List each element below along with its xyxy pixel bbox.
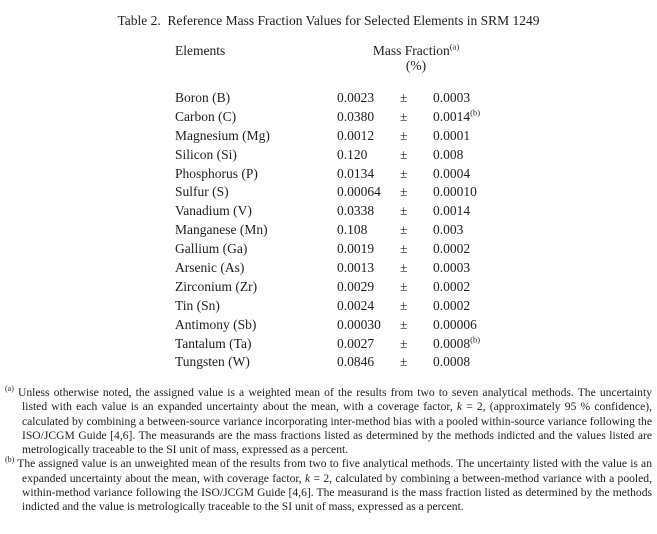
footnote-marker: (b) — [5, 455, 15, 465]
element-name: Tin (Sn) — [175, 297, 220, 313]
mass-fraction-value: 0.0027 — [337, 335, 375, 351]
element-name: Zirconium (Zr) — [175, 278, 258, 294]
mass-fraction-value: 0.0029 — [337, 278, 375, 294]
footnote-text: = 2, (approximately 95 % confidence), calculated by combining a between-source variance incorporating inter-method bias with a pooled within-source variance following the ISO/JCGM Guide [4,6]. The measurands are the mass fractions listed as determined by the methods indicted and the values listed are metrologically traceable to the SI unit of mass, expressed as a percent. — [22, 400, 652, 456]
table-row — [175, 109, 555, 128]
mass-fraction-value: 0.0013 — [337, 260, 375, 276]
uncertainty-value — [433, 336, 555, 352]
plus-minus-sign: ± — [400, 222, 408, 238]
uncertainty-number: 0.0003 — [433, 260, 471, 276]
uncertainty-value — [433, 317, 555, 333]
uncertainty-number: 0.0001 — [433, 127, 471, 143]
uncertainty-number: 0.0002 — [433, 241, 471, 257]
plus-minus-sign: ± — [400, 184, 408, 200]
element-name: Sulfur (S) — [175, 184, 229, 200]
footnote — [5, 457, 652, 514]
uncertainty-number: 0.0002 — [433, 297, 471, 313]
element-name: Phosphorus (P) — [175, 165, 258, 181]
mass-fraction-value: 0.120 — [337, 146, 368, 162]
table-row — [175, 128, 555, 147]
table-row — [175, 166, 555, 185]
uncertainty-value — [433, 147, 555, 163]
mass-fraction-value: 0.0338 — [337, 203, 375, 219]
element-name: Arsenic (As) — [175, 260, 245, 276]
mass-fraction-label: Mass Fraction — [372, 43, 450, 58]
uncertainty-value — [433, 298, 555, 314]
plus-minus-sign: ± — [400, 316, 408, 332]
column-header-elements: Elements — [175, 43, 226, 58]
uncertainty-value — [433, 354, 555, 370]
element-name: Carbon (C) — [175, 108, 237, 124]
uncertainty-number: 0.0014 — [433, 203, 471, 219]
footnote-text: Unless otherwise noted, the assigned value is a weighted mean of the results from two to seven analytical methods. The uncertainty listed with each value is an expanded uncertainty about the mean, with a coverage factor, — [13, 386, 652, 414]
plus-minus-sign: ± — [400, 335, 408, 351]
uncertainty-value — [433, 222, 555, 238]
plus-minus-sign: ± — [400, 297, 408, 313]
mass-fraction-value: 0.0019 — [337, 241, 375, 257]
mass-fraction-value: 0.0012 — [337, 127, 375, 143]
plus-minus-sign: ± — [400, 241, 408, 257]
element-name: Tantalum (Ta) — [175, 335, 252, 351]
uncertainty-number: 0.008 — [433, 146, 464, 162]
uncertainty-number: 0.00006 — [433, 316, 477, 332]
uncertainty-number: 0.0008 — [433, 354, 471, 370]
mass-fraction-value: 0.00064 — [337, 184, 381, 200]
plus-minus-sign: ± — [400, 90, 408, 105]
mass-fraction-value: 0.0846 — [337, 354, 375, 370]
footnote-a-reference: (a) — [449, 41, 460, 52]
mass-fraction-value: 0.00030 — [337, 316, 381, 332]
table-row — [175, 354, 555, 373]
uncertainty-value — [433, 260, 555, 276]
table-row — [175, 222, 555, 241]
percent-unit-label: (%) — [405, 58, 427, 73]
plus-minus-sign: ± — [400, 146, 408, 162]
plus-minus-sign: ± — [400, 260, 408, 276]
element-name: Silicon (Si) — [175, 146, 237, 162]
uncertainty-number: 0.0004 — [433, 165, 471, 181]
mass-fraction-value: 0.0134 — [337, 165, 375, 181]
footnote-marker: (a) — [5, 384, 14, 394]
plus-minus-sign: ± — [400, 354, 408, 370]
uncertainty-value — [433, 90, 555, 106]
mass-fraction-value: 0.0380 — [337, 108, 375, 124]
table-title: Table 2. Reference Mass Fraction Values for Selected Elements in SRM 1249 — [117, 13, 540, 28]
footnote-text: The assigned value is an unweighted mean of the results from two to five analytical methods. The uncertainty listed with the value is an expanded uncertainty about the mean, with coverage factor, — [14, 457, 652, 485]
table-row — [175, 184, 555, 203]
uncertainty-number: 0.0014 — [433, 108, 471, 124]
table-row — [175, 203, 555, 222]
plus-minus-sign: ± — [400, 108, 408, 124]
footnote — [5, 386, 652, 457]
uncertainty-value — [433, 203, 555, 219]
table-row — [175, 147, 555, 166]
footnote-text: = 2, calculated by combining a between-method variance with a pooled, within-method variance following the ISO/JCGM Guide [4,6]. The measurand is the mass fraction listed as determined by the methods indicted and the value is metrologically traceable to the SI unit of mass, expressed as a percent. — [22, 471, 652, 513]
table-row — [175, 260, 555, 279]
uncertainty-value — [433, 279, 555, 295]
table-row — [175, 317, 555, 336]
element-name: Tungsten (W) — [175, 354, 250, 370]
table-row — [175, 279, 555, 298]
uncertainty-value — [433, 128, 555, 144]
footnote-b-reference: (b) — [470, 334, 481, 345]
mass-fraction-value: 0.0024 — [337, 297, 375, 313]
uncertainty-value — [433, 241, 555, 257]
element-name: Gallium (Ga) — [175, 241, 248, 257]
element-name: Vanadium (V) — [175, 203, 252, 219]
element-name: Boron (B) — [175, 90, 231, 105]
plus-minus-sign: ± — [400, 278, 408, 294]
column-header-mass-fraction — [337, 43, 495, 73]
table-row — [175, 90, 555, 109]
uncertainty-number: 0.0003 — [433, 90, 471, 105]
mass-fraction-value: 0.0023 — [337, 90, 375, 105]
element-name: Antimony (Sb) — [175, 316, 257, 332]
footnote-b-reference: (b) — [470, 107, 481, 118]
coverage-factor-symbol: k — [305, 471, 311, 485]
uncertainty-number: 0.00010 — [433, 184, 477, 200]
plus-minus-sign: ± — [400, 165, 408, 181]
uncertainty-number: 0.0008 — [433, 335, 471, 351]
element-name: Magnesium (Mg) — [175, 127, 270, 143]
element-name: Manganese (Mn) — [175, 222, 268, 238]
uncertainty-number: 0.0002 — [433, 278, 471, 294]
plus-minus-sign: ± — [400, 203, 408, 219]
mass-fraction-value: 0.108 — [337, 222, 368, 238]
table-row — [175, 336, 555, 355]
uncertainty-number: 0.003 — [433, 222, 464, 238]
uncertainty-value — [433, 166, 555, 182]
coverage-factor-symbol: k — [456, 400, 463, 414]
uncertainty-value — [433, 109, 555, 125]
table-row — [175, 241, 555, 260]
table-body — [175, 90, 555, 373]
plus-minus-sign: ± — [400, 127, 408, 143]
uncertainty-value — [433, 184, 555, 200]
table-row — [175, 298, 555, 317]
footnotes-section — [5, 386, 652, 514]
